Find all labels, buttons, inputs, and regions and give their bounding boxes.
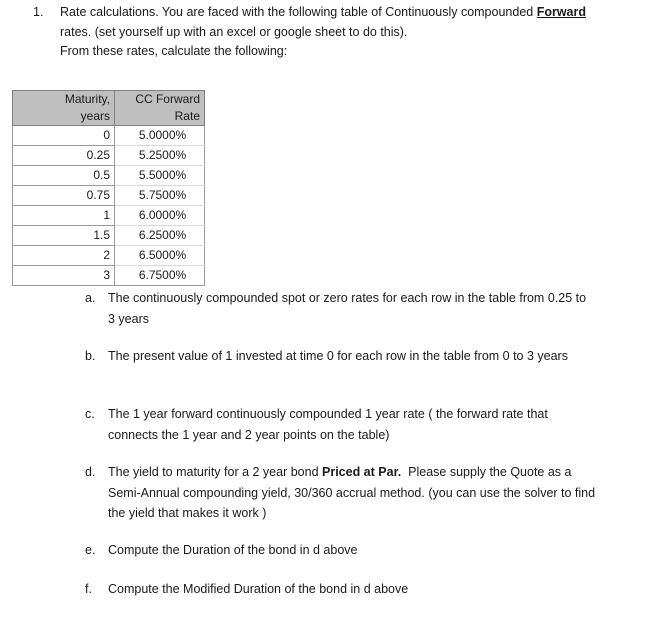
maturity-cell: 0.75 xyxy=(13,186,115,206)
maturity-cell: 2 xyxy=(13,246,115,266)
rate-cell: 6.2500% xyxy=(115,226,205,246)
header-maturity xyxy=(13,91,115,126)
question-line-1 xyxy=(60,5,586,19)
header-maturity-line2: years xyxy=(80,109,110,123)
item-d-letter: d. xyxy=(85,465,96,479)
item-f-line1: Compute the Modified Duration of the bond in d above xyxy=(108,582,409,596)
rate-cell: 5.7500% xyxy=(115,186,205,206)
header-rate-line1: CC Forward xyxy=(135,92,200,106)
item-c-line1: The 1 year forward continuously compounded 1 year rate ( the forward rate that xyxy=(108,407,548,421)
forward-emphasis: Forward xyxy=(536,5,587,19)
rate-cell: 6.7500% xyxy=(115,266,205,286)
item-d-line2: Semi-Annual compounding yield, 30/360 accrual method. (you can use the solver to find xyxy=(108,486,596,500)
header-maturity-line1: Maturity, xyxy=(64,92,110,106)
table-row xyxy=(13,186,205,206)
item-d-line1-prefix: The yield to maturity for a 2 year bond xyxy=(108,465,322,479)
rate-cell: 5.0000% xyxy=(115,126,205,146)
item-c-letter: c. xyxy=(85,407,95,421)
rate-cell: 6.0000% xyxy=(115,206,205,226)
item-e-line1: Compute the Duration of the bond in d above xyxy=(108,543,358,557)
table-row xyxy=(13,166,205,186)
table-row xyxy=(13,146,205,166)
table-row xyxy=(13,206,205,226)
question-line-1-text: Rate calculations. You are faced with the following table of Continuously compounded xyxy=(60,5,537,19)
header-rate-line2: Rate xyxy=(174,109,200,123)
table-row xyxy=(13,266,205,286)
item-d-line3: the yield that makes it work ) xyxy=(108,506,267,520)
rate-cell: 6.5000% xyxy=(115,246,205,266)
table-header-row xyxy=(13,91,205,126)
item-b-line1: The present value of 1 invested at time 0 for each row in the table from 0 to 3 years xyxy=(108,349,568,363)
header-rate xyxy=(115,91,205,126)
forward-rate-table xyxy=(12,90,205,286)
question-line-3: From these rates, calculate the following: xyxy=(60,44,288,58)
item-a-letter: a. xyxy=(85,291,96,305)
maturity-cell: 0.5 xyxy=(13,166,115,186)
question-number: 1. xyxy=(33,5,44,19)
item-a-line1: The continuously compounded spot or zero rates for each row in the table from 0.25 to xyxy=(108,291,587,305)
table-row xyxy=(13,226,205,246)
item-d-line1 xyxy=(108,465,571,479)
item-a-line2: 3 years xyxy=(108,312,149,326)
priced-at-par-emphasis: Priced at Par. xyxy=(322,465,402,479)
item-f-letter: f. xyxy=(85,582,92,596)
maturity-cell: 3 xyxy=(13,266,115,286)
maturity-cell: 0 xyxy=(13,126,115,146)
rate-cell: 5.2500% xyxy=(115,146,205,166)
item-e-letter: e. xyxy=(85,543,96,557)
rate-cell: 5.5000% xyxy=(115,166,205,186)
item-d-line1-suffix: Please supply the Quote as a xyxy=(401,465,572,479)
table-row xyxy=(13,126,205,146)
item-b-letter: b. xyxy=(85,349,96,363)
maturity-cell: 1 xyxy=(13,206,115,226)
item-c-line2: connects the 1 year and 2 year points on the table) xyxy=(108,428,390,442)
table-row xyxy=(13,246,205,266)
maturity-cell: 0.25 xyxy=(13,146,115,166)
maturity-cell: 1.5 xyxy=(13,226,115,246)
question-line-2: rates. (set yourself up with an excel or google sheet to do this). xyxy=(60,25,408,39)
